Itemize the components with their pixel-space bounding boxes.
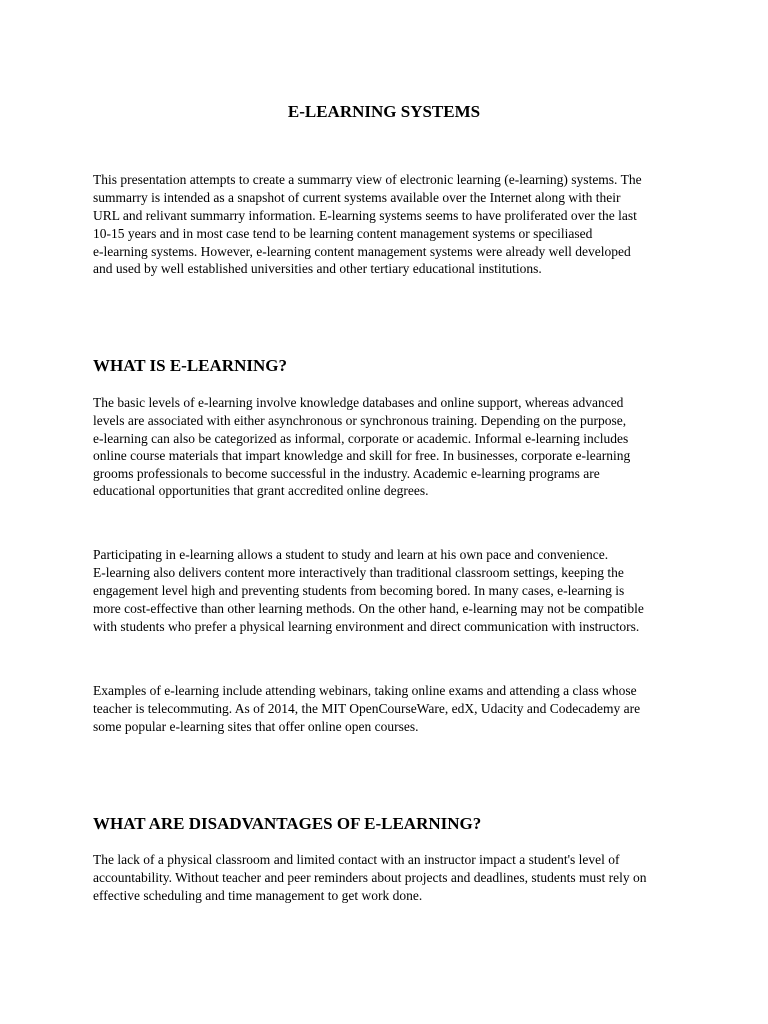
text-line: grooms professionals to become successful in the industry. Academic e-learning programs are bbox=[93, 466, 600, 481]
section-heading-what-is: WHAT IS E-LEARNING? bbox=[93, 356, 287, 375]
text-line: Examples of e-learning include attending webinars, taking online exams and attending a class whose bbox=[93, 683, 637, 698]
text-line: The basic levels of e-learning involve knowledge databases and online support, whereas advanced bbox=[93, 395, 624, 410]
text-line: e-learning systems. However, e-learning content management systems were already well developed bbox=[93, 244, 631, 259]
text-line: E-learning also delivers content more interactively than traditional classroom settings, keeping the bbox=[93, 565, 624, 580]
text-line: summarry is intended as a snapshot of current systems available over the Internet along with their bbox=[93, 190, 621, 205]
text-line: some popular e-learning sites that offer online open courses. bbox=[93, 719, 419, 734]
text-line: and used by well established universities and other tertiary educational institutions. bbox=[93, 261, 542, 276]
text-line: educational opportunities that grant accredited online degrees. bbox=[93, 483, 429, 498]
section-heading-disadvantages: WHAT ARE DISADVANTAGES OF E-LEARNING? bbox=[93, 814, 482, 833]
text-line: with students who prefer a physical learning environment and direct communication with instructors. bbox=[93, 619, 640, 634]
text-line: accountability. Without teacher and peer reminders about projects and deadlines, students must rely on bbox=[93, 870, 647, 885]
text-line: engagement level high and preventing students from becoming bored. In many cases, e-learning is bbox=[93, 583, 625, 598]
text-line: effective scheduling and time management to get work done. bbox=[93, 888, 423, 903]
text-line: URL and relivant summarry information. E-learning systems seems to have proliferated over the last bbox=[93, 208, 637, 223]
text-line: online course materials that impart knowledge and skill for free. In businesses, corporate e-learning bbox=[93, 448, 631, 463]
text-line: more cost-effective than other learning methods. On the other hand, e-learning may not be compatible bbox=[93, 601, 644, 616]
text-line: The lack of a physical classroom and limited contact with an instructor impact a student's level of bbox=[93, 852, 620, 867]
document-title: E-LEARNING SYSTEMS bbox=[287, 102, 481, 121]
text-line: Participating in e-learning allows a student to study and learn at his own pace and convenience. bbox=[93, 547, 609, 562]
text-line: 10-15 years and in most case tend to be learning content management systems or speciliased bbox=[93, 226, 593, 241]
text-line: e-learning can also be categorized as informal, corporate or academic. Informal e-learning includes bbox=[93, 431, 629, 446]
text-line: teacher is telecommuting. As of 2014, the MIT OpenCourseWare, edX, Udacity and Codecademy are bbox=[93, 701, 641, 716]
text-line: This presentation attempts to create a summarry view of electronic learning (e-learning) systems. The bbox=[93, 172, 642, 187]
text-line: levels are associated with either asynchronous or synchronous training. Depending on the purpose, bbox=[93, 413, 627, 428]
